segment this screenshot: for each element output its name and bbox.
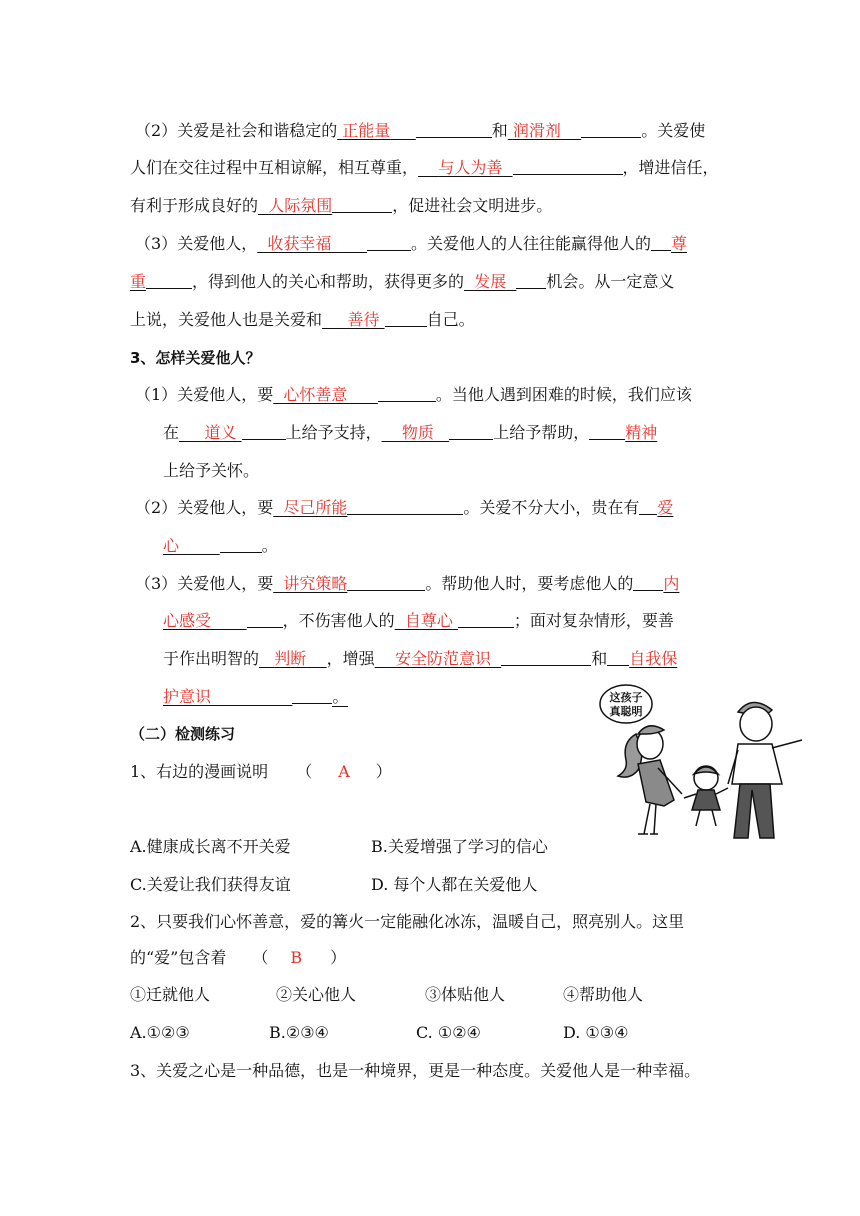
- blank: [292, 685, 332, 704]
- text: 自己。: [426, 310, 475, 329]
- blank: [347, 572, 425, 591]
- q2-item-3: ③体贴他人: [425, 985, 506, 1004]
- text: ，促进社会文明进步。: [392, 196, 553, 215]
- s3-item-3-line-3: [163, 647, 677, 671]
- blank: [607, 647, 629, 666]
- text: 和: [491, 121, 508, 140]
- s3-item-3-line-1: [135, 572, 679, 596]
- answer-zhengnengliang: 正能量: [342, 121, 391, 140]
- s3-item-1-line-3: [163, 459, 259, 483]
- answer-ziwobaohu-part2: 护意识: [163, 687, 212, 706]
- answer-jinjisuoneng: 尽己所能: [283, 498, 348, 517]
- answer-panduan: 判断: [274, 649, 307, 668]
- q2-item-4: ④帮助他人: [563, 985, 644, 1004]
- answer-q1: A: [338, 762, 350, 781]
- answer-neixinganshou-part2: 心感受: [163, 611, 212, 630]
- answer-aixin-part1: 爱: [657, 498, 674, 517]
- q2-option-d: D. ①③④: [563, 1023, 629, 1042]
- s3-item-3-line-2: [163, 609, 674, 633]
- item-number: （2）: [135, 121, 178, 140]
- blank: [639, 496, 657, 515]
- answer-ziwobaohu-part1: 自我保: [629, 649, 678, 668]
- blank: [385, 308, 427, 327]
- para-3-line-3: [130, 308, 475, 332]
- text: ；面对复杂情形，要善: [513, 611, 674, 630]
- question-2-stem-line-2: [130, 946, 346, 970]
- answer-fazhan: 发展: [474, 272, 507, 291]
- item-number: （2）: [135, 498, 178, 517]
- blank: [516, 270, 546, 289]
- text: ，增强: [326, 649, 375, 668]
- text: 。: [261, 536, 278, 555]
- text: 和: [591, 649, 608, 668]
- q2-option-c: C. ①②④: [416, 1023, 481, 1042]
- answer-zizunxin: 自尊心: [404, 611, 453, 630]
- q2-item-1: ①迁就他人: [130, 985, 211, 1004]
- s3-item-3-line-4: [163, 685, 348, 709]
- para-2-line-3: [130, 194, 552, 218]
- question-1-stem: [130, 760, 392, 784]
- question-3-stem: 3、关爱之心是一种品德，也是一种境界，更是一种态度。关爱他人是一种幸福。: [130, 1061, 701, 1080]
- blank: [347, 496, 463, 515]
- answer-zunzhong-part1: 尊: [671, 234, 688, 253]
- s3-item-2-line-1: [135, 496, 673, 520]
- text: 关爱他人，要: [177, 498, 274, 517]
- text: 。: [332, 687, 349, 706]
- s3-item-1-line-2: [163, 421, 657, 445]
- blank: [651, 232, 671, 251]
- text: 人们在交往过程中互相谅解，相互尊重，: [130, 158, 419, 177]
- para-3-line-2: [130, 270, 674, 294]
- blank: [367, 232, 411, 251]
- blank: [220, 534, 262, 553]
- speech-text-2: 真聪明: [609, 705, 643, 718]
- paren: ）: [330, 948, 347, 967]
- answer-renjifenwei: 人际氛围: [268, 196, 333, 215]
- blank: [242, 421, 286, 440]
- text: 机会。从一定意义: [546, 272, 675, 291]
- text: 上给予帮助，: [493, 423, 590, 442]
- answer-neixinganshou-part1: 内: [663, 574, 680, 593]
- para-3-line-1: [135, 232, 687, 256]
- s3-item-2-line-2: [163, 534, 278, 558]
- text: 。关爱使: [641, 121, 706, 140]
- q1-option-a: A.健康成长离不开关爱: [130, 837, 291, 856]
- item-number: （3）: [135, 574, 178, 593]
- text: 的“爱”包含着: [130, 948, 227, 967]
- text: 上给予关怀。: [163, 461, 260, 480]
- text: 。帮助他人时，要考虑他人的: [425, 574, 634, 593]
- father-figure: [728, 702, 802, 838]
- text: 。关爱他人的人往往能赢得他人的: [411, 234, 652, 253]
- text: 关爱他人，要: [177, 574, 274, 593]
- text: 关爱是社会和谐稳定的: [177, 121, 338, 140]
- q1-option-c: C.关爱让我们获得友谊: [130, 875, 291, 894]
- answer-zunzhong-part2: 重: [130, 272, 147, 291]
- q2-item-2: ②关心他人: [276, 985, 357, 1004]
- text: ，不伤害他人的: [282, 611, 395, 630]
- para-2-line-1: [135, 119, 705, 143]
- text: 有利于形成良好的: [130, 196, 259, 215]
- answer-xinhuaishanyi: 心怀善意: [283, 385, 348, 404]
- blank: [501, 647, 591, 666]
- text: 上给予支持，: [285, 423, 382, 442]
- text: 1、右边的漫画说明: [130, 762, 269, 781]
- q1-option-b: B.关爱增强了学习的信心: [371, 837, 548, 856]
- text: 于作出明智的: [163, 649, 260, 668]
- speech-bubble: [600, 685, 652, 723]
- blank: [513, 156, 623, 175]
- q2-option-a: A.①②③: [130, 1023, 190, 1042]
- blank: [458, 609, 514, 628]
- text: 关爱他人，: [177, 234, 258, 253]
- cartoon-image: [598, 682, 826, 844]
- answer-jiangjiucelue: 讲究策略: [283, 574, 348, 593]
- paren: ）: [375, 762, 392, 781]
- answer-runhuaji: 润滑剂: [512, 121, 561, 140]
- answer-q2: B: [290, 948, 303, 967]
- blank: [247, 609, 283, 628]
- practice-heading: （二）检测练习: [130, 725, 236, 743]
- text: 。关爱不分大小，贵在有: [463, 498, 640, 517]
- blank: [332, 194, 392, 213]
- text: 。当他人遇到困难的时候，我们应该: [435, 385, 692, 404]
- blank: [416, 119, 492, 138]
- child-figure: [684, 766, 728, 826]
- section-3-heading: 3、怎样关爱他人？: [130, 349, 261, 367]
- blank: [633, 572, 663, 591]
- answer-daoyi: 道义: [204, 423, 237, 442]
- blank: [589, 421, 625, 440]
- q2-option-b: B.②③④: [269, 1023, 329, 1042]
- text: 上说，关爱他人也是关爱和: [130, 310, 323, 329]
- blank: [449, 421, 493, 440]
- text: 在: [163, 423, 180, 442]
- answer-aixin-part2: 心: [163, 536, 180, 555]
- blank: [581, 119, 641, 138]
- paren: （: [252, 948, 269, 967]
- para-2-line-2: [130, 156, 719, 180]
- s3-item-1-line-1: [135, 383, 692, 407]
- paren: （: [296, 762, 313, 781]
- answer-anquanfangfanyishi: 安全防范意识: [395, 649, 492, 668]
- question-2-stem-line-1: 2、只要我们心怀善意，爱的篝火一定能融化冰冻，温暖自己，照亮别人。这里: [130, 912, 685, 931]
- q1-option-d: D. 每个人都在关爱他人: [371, 875, 538, 894]
- text: 关爱他人，要: [177, 385, 274, 404]
- answer-shouhuoxingfu: 收获幸福: [267, 234, 332, 253]
- blank: [378, 383, 436, 402]
- item-number: （1）: [135, 385, 178, 404]
- answer-wuzhi: 物质: [401, 423, 434, 442]
- item-number: （3）: [135, 234, 178, 253]
- text: ，得到他人的关心和帮助，获得更多的: [192, 272, 465, 291]
- speech-text-1: 这孩子: [609, 691, 643, 704]
- answer-shandai: 善待: [347, 310, 380, 329]
- answer-yurenweishan: 与人为善: [438, 158, 503, 177]
- text: ，增进信任，: [622, 158, 719, 177]
- mother-figure: [618, 726, 682, 834]
- answer-jingshen: 精神: [625, 423, 658, 442]
- blank: [146, 270, 192, 289]
